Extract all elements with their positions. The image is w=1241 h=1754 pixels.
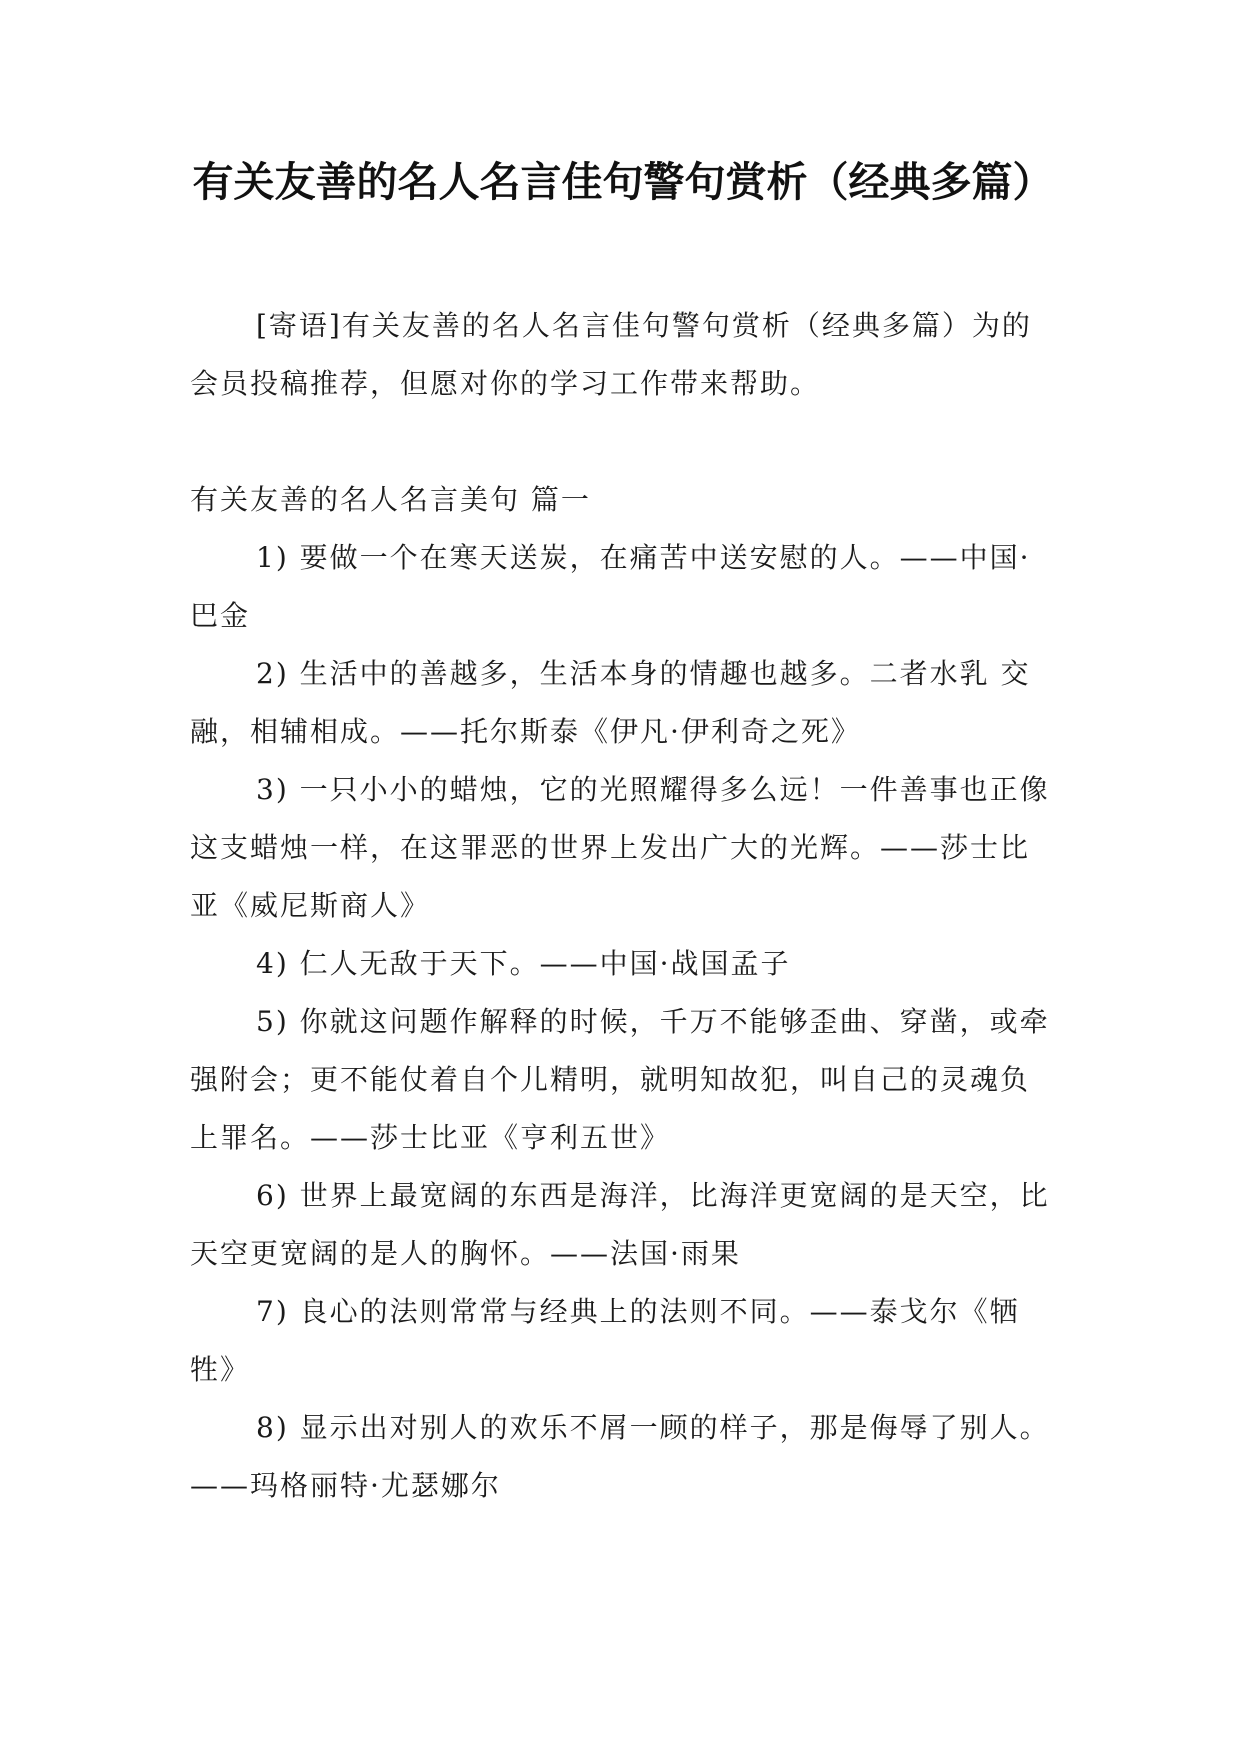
quote-item: 6) 世界上最宽阔的东西是海洋，比海洋更宽阔的是天空，比天空更宽阔的是人的胸怀。——法国·雨果 <box>190 1179 1050 1270</box>
quote-item: 4) 仁人无敌于天下。——中国·战国孟子 <box>256 947 791 980</box>
quote-item: 5) 你就这问题作解释的时候，千万不能够歪曲、穿凿，或牵强附会；更不能仗着自个儿精明，就明知故犯，叫自己的灵魂负上罪名。——莎士比亚《亨利五世》 <box>190 1005 1050 1154</box>
document-title: 有关友善的名人名言佳句警句赏析（经典多篇） <box>192 158 1054 206</box>
quote-item: 8) 显示出对别人的欢乐不屑一顾的样子，那是侮辱了别人。——玛格丽特·尤瑟娜尔 <box>190 1411 1050 1502</box>
quote-item: 2) 生活中的善越多，生活本身的情趣也越多。二者水乳 交融，相辅相成。——托尔斯泰《伊凡·伊利奇之死》 <box>190 657 1031 748</box>
quote-list <box>190 529 1056 1515</box>
quote-item: 7) 良心的法则常常与经典上的法则不同。——泰戈尔《牺牲》 <box>190 1295 1020 1386</box>
intro-paragraph: [寄语]有关友善的名人名言佳句警句赏析（经典多篇）为的会员投稿推荐，但愿对你的学习工作带来帮助。 <box>190 309 1032 400</box>
document-page <box>190 150 1056 1515</box>
quote-item: 3) 一只小小的蜡烛，它的光照耀得多么远！一件善事也正像这支蜡烛一样，在这罪恶的世界上发出广大的光辉。——莎士比亚《威尼斯商人》 <box>190 773 1050 922</box>
quote-item: 1) 要做一个在寒天送炭，在痛苦中送安慰的人。——中国·巴金 <box>190 541 1031 632</box>
section-heading: 有关友善的名人名言美句 篇一 <box>190 483 591 516</box>
